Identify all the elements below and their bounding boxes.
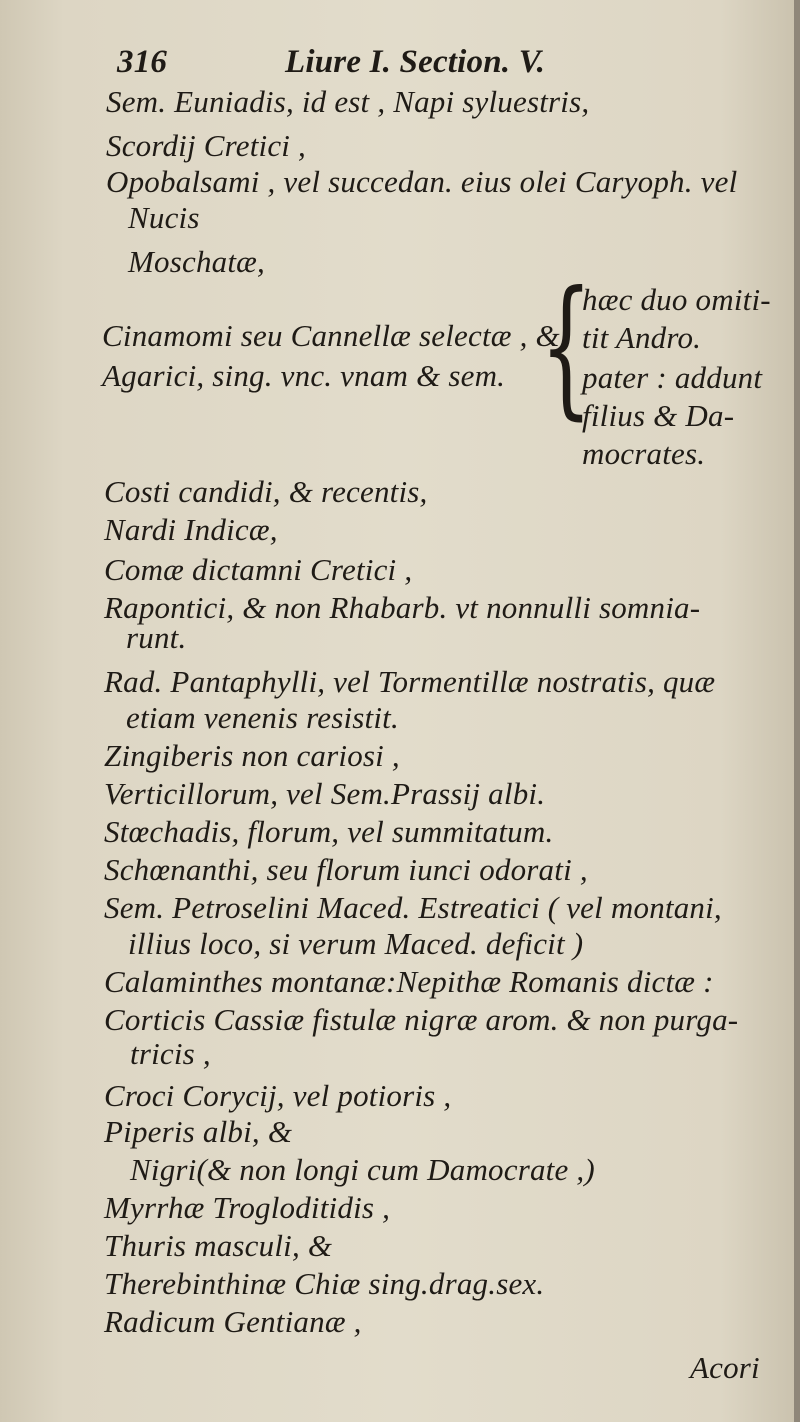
text-line: Opobalsami , vel succedan. eius olei Caryoph. vel <box>106 164 738 199</box>
text-line: etiam venenis resistit. <box>126 700 399 735</box>
text-line: Sem. Euniadis, id est , Napi syluestris, <box>106 84 590 119</box>
text-line: Scordij Cretici , <box>106 128 306 163</box>
text-line: runt. <box>126 620 187 655</box>
text-line: Thuris masculi, & <box>104 1228 333 1263</box>
text-line: Croci Corycij, vel potioris , <box>104 1078 452 1113</box>
text-line: Myrrhæ Trogloditidis , <box>104 1190 391 1225</box>
page-edge <box>794 0 800 1422</box>
text-line: Nigri(& non longi cum Damocrate ,) <box>130 1152 595 1187</box>
text-line: Stœchadis, florum, vel summitatum. <box>104 814 554 849</box>
curly-brace-icon: { <box>540 260 593 434</box>
text-line: Costi candidi, & recentis, <box>104 474 428 509</box>
text-line: Therebinthinæ Chiæ sing.drag.sex. <box>104 1266 545 1301</box>
text-line: Calaminthes montanæ:Nepithæ Romanis dictæ : <box>104 964 714 999</box>
text-line: illius loco, si verum Maced. deficit ) <box>128 926 584 961</box>
text-line: Schœnanthi, seu florum iunci odorati , <box>104 852 588 887</box>
side-note-line: pater : addunt <box>582 360 763 395</box>
side-note-line: mocrates. <box>582 436 706 471</box>
text-line: Agarici, sing. vnc. vnam & sem. <box>102 358 506 393</box>
running-title: Liure I. Section. V. <box>285 44 546 80</box>
catchword: Acori <box>690 1350 760 1385</box>
side-note-line: tit Andro. <box>582 320 702 355</box>
side-note-line: hæc duo omiti- <box>582 282 771 317</box>
text-line: Radicum Gentianæ , <box>104 1304 362 1339</box>
text-line: Cinamomi seu Cannellæ selectæ , & <box>102 318 560 353</box>
text-line: Nardi Indicæ, <box>104 512 278 547</box>
text-line: Nucis <box>128 200 200 235</box>
side-note-line: filius & Da- <box>582 398 735 433</box>
text-line: tricis , <box>130 1036 211 1071</box>
text-line: Zingiberis non cariosi , <box>104 738 400 773</box>
text-line: Corticis Cassiæ fistulæ nigræ arom. & non purga- <box>104 1002 739 1037</box>
text-line: Rad. Pantaphylli, vel Tormentillæ nostratis, quæ <box>104 664 716 699</box>
page-number: 316 <box>117 44 168 80</box>
text-line: Piperis albi, & <box>104 1114 293 1149</box>
text-line: Moschatæ, <box>128 244 265 279</box>
text-line: Rapontici, & non Rhabarb. vt nonnulli somnia- <box>104 590 701 625</box>
text-line: Verticillorum, vel Sem.Prassij albi. <box>104 776 546 811</box>
text-line: Sem. Petroselini Maced. Estreatici ( vel montani, <box>104 890 722 925</box>
text-line: Comæ dictamni Cretici , <box>104 552 413 587</box>
